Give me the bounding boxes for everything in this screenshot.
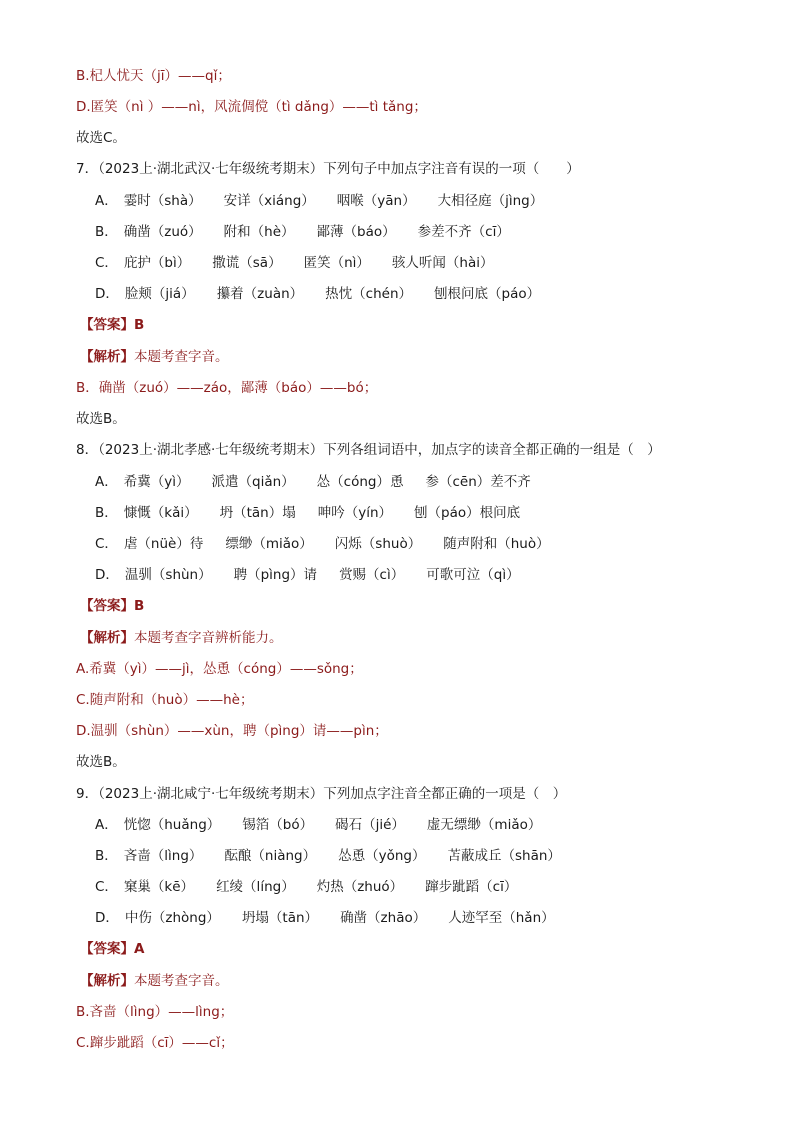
option-item: 参（cēn）差不齐 [425, 474, 531, 490]
option-item: 红绫（líng） [216, 879, 295, 895]
option-item: 大相径庭（jìng） [437, 193, 544, 209]
option-item: 碣石（jié） [335, 817, 405, 833]
option-item: 中伤（zhòng） [124, 910, 220, 926]
option-item: 可歌可泣（qì） [426, 567, 520, 583]
option-item: 苫蔽成丘（shān） [447, 848, 561, 864]
explanation-line [80, 972, 229, 990]
answer-value: B [134, 317, 145, 333]
text-line: 故选C。 [76, 130, 126, 146]
option-item: 确凿（zuó） [123, 224, 202, 240]
option-key: A． [95, 817, 118, 833]
text-line: B.吝啬（lìng）——lìng； [76, 1004, 234, 1020]
option-item: 坍（tān）塌 [219, 505, 296, 521]
answer-line [80, 597, 144, 615]
option-item: 吝啬（lìng） [123, 848, 203, 864]
option-key: A． [95, 474, 118, 490]
text-line: C.蹿步跐蹈（cī）——cǐ； [76, 1035, 234, 1051]
option-row [95, 223, 532, 241]
text-line: A.希冀（yì）——jì，怂恿（cóng）——sǒng； [76, 661, 363, 677]
text-line: 故选B。 [76, 411, 126, 427]
explanation-tag: 【解析】 [80, 973, 134, 989]
option-item: 派遣（qiǎn） [211, 474, 295, 490]
option-item: 脸颊（jiá） [124, 286, 195, 302]
option-item: 热忱（chén） [325, 286, 413, 302]
option-item: 蹿步跐蹈（cī） [425, 879, 518, 895]
option-key: D． [95, 910, 119, 926]
option-key: B． [95, 224, 118, 240]
option-key: C． [95, 879, 118, 895]
option-item: 安详（xiáng） [223, 193, 315, 209]
text-line: D.匿笑（nì ）——nì，风流倜傥（tì dǎng）——tì tǎng； [76, 99, 427, 115]
option-item: 鄙薄（báo） [316, 224, 396, 240]
text-line: D.温驯（shùn）——xùn，聘（pìng）请——pìn； [76, 723, 388, 739]
answer-value: B [134, 598, 145, 614]
option-item: 庇护（bì） [123, 255, 191, 271]
explanation-tag: 【解析】 [80, 349, 134, 365]
answer-tag: 【答案】 [80, 317, 134, 333]
option-item: 咽喉（yān） [336, 193, 416, 209]
answer-line [80, 316, 144, 334]
option-row [95, 847, 583, 865]
answer-tag: 【答案】 [80, 598, 134, 614]
option-row [95, 192, 565, 210]
option-key: B． [95, 848, 118, 864]
option-item: 窠巢（kē） [123, 879, 195, 895]
question-9: 9．（2023上·湖北咸宁·七年级统考期末）下列加点字注音全都正确的一项是（ ） [76, 786, 567, 802]
option-item: 虚无缥缈（miǎo） [426, 817, 542, 833]
option-row [95, 909, 577, 927]
option-item: 人迹罕至（hǎn） [448, 910, 555, 926]
option-key: D． [95, 286, 119, 302]
option-item: 闪烁（shuò） [334, 536, 422, 552]
option-item: 怂恿（yǒng） [338, 848, 426, 864]
option-item: 灼热（zhuó） [316, 879, 404, 895]
answer-value: A [134, 941, 145, 957]
option-item: 怂（cóng）恿 [316, 474, 404, 490]
question-8: 8．（2023上·湖北孝感·七年级统考期末）下列各组词语中，加点字的读音全都正确的一组是（ ） [76, 442, 661, 458]
answer-tag: 【答案】 [80, 941, 134, 957]
option-item: 聘（pìng）请 [233, 567, 318, 583]
explanation-text: 本题考查字音辨析能力。 [134, 630, 283, 646]
text-line: C.随声附和（huò）——hè； [76, 692, 254, 708]
explanation-line [80, 348, 229, 366]
option-row [95, 473, 553, 491]
option-item: 攥着（zuàn） [216, 286, 304, 302]
option-row [95, 878, 539, 896]
option-item: 酝酿（niàng） [224, 848, 317, 864]
option-row [95, 535, 572, 553]
option-item: 附和（hè） [223, 224, 295, 240]
text-line: 故选B。 [76, 754, 126, 770]
option-item: 随声附和（huò） [443, 536, 550, 552]
option-item: 缥缈（miǎo） [225, 536, 313, 552]
option-item: 虐（nüè）待 [123, 536, 204, 552]
explanation-tag: 【解析】 [80, 630, 134, 646]
option-item: 锡箔（bó） [242, 817, 314, 833]
option-item: 坍塌（tān） [241, 910, 319, 926]
explanation-text: 本题考查字音。 [134, 349, 229, 365]
text-line: B.杞人忧天（jī）——qǐ； [76, 68, 231, 84]
option-item: 希冀（yì） [123, 474, 190, 490]
option-item: 撒谎（sā） [212, 255, 282, 271]
text-line: B．确凿（zuó）——záo，鄙薄（báo）——bó； [76, 380, 378, 396]
option-item: 确凿（zhāo） [340, 910, 427, 926]
option-item: 刨根问底（páo） [434, 286, 541, 302]
option-item: 慷慨（kǎi） [123, 505, 198, 521]
option-item: 温驯（shùn） [124, 567, 212, 583]
option-key: C． [95, 536, 118, 552]
option-item: 参差不齐（cī） [417, 224, 510, 240]
option-item: 赏赐（cì） [339, 567, 405, 583]
explanation-text: 本题考查字音。 [134, 973, 229, 989]
option-item: 刨（páo）根问底 [414, 505, 521, 521]
option-row [95, 285, 562, 303]
option-key: C． [95, 255, 118, 271]
option-item: 呻吟（yín） [317, 505, 393, 521]
question-7: 7．（2023上·湖北武汉·七年级统考期末）下列句子中加点字注音有误的一项（ ） [76, 161, 580, 177]
option-item: 骇人听闻（hài） [391, 255, 494, 271]
answer-line [80, 940, 144, 958]
option-row [95, 816, 563, 834]
option-key: D． [95, 567, 119, 583]
option-row [95, 504, 542, 522]
option-item: 霎时（shà） [123, 193, 202, 209]
option-row [95, 254, 515, 272]
option-item: 恍惚（huǎng） [123, 817, 221, 833]
option-key: A． [95, 193, 118, 209]
option-key: B． [95, 505, 118, 521]
option-row [95, 566, 542, 584]
option-item: 匿笑（nì） [303, 255, 370, 271]
explanation-line [80, 629, 283, 647]
